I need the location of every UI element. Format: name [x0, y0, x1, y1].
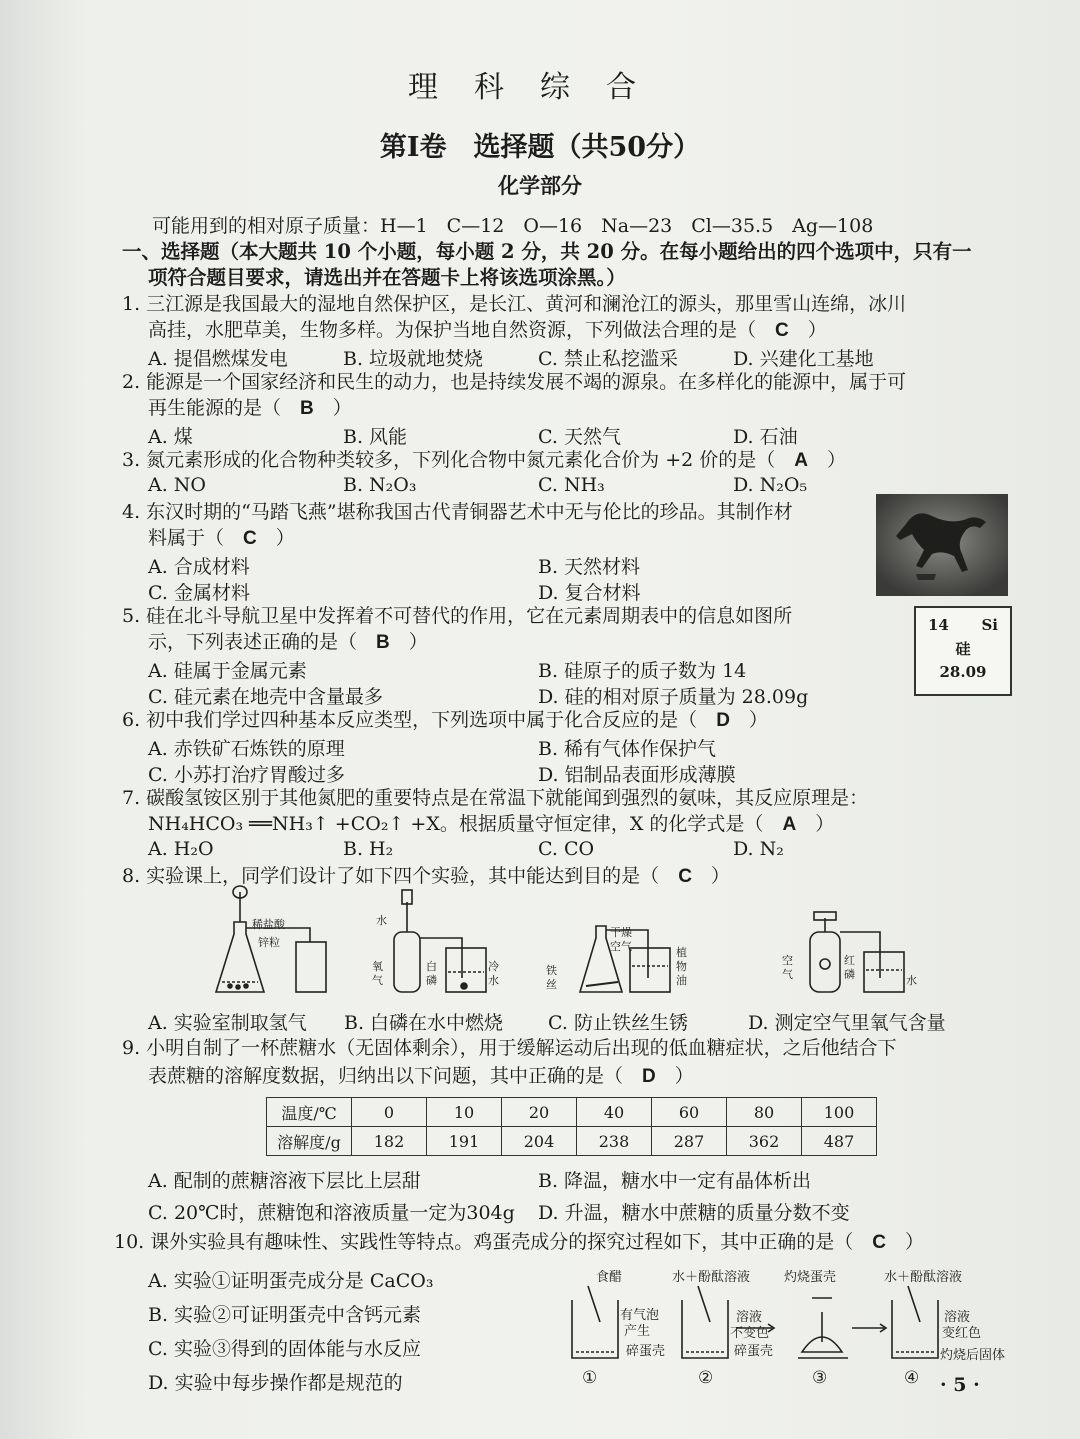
- q10-label-e1c: 碎蛋壳: [626, 1344, 666, 1359]
- q10-label-n1: ①: [582, 1368, 598, 1388]
- q2-text-1: 2. 能源是一个国家经济和民生的动力，也是持续发展不竭的源泉。在多样化的能源中，属于可: [122, 371, 907, 393]
- q6-option-a: A. 赤铁矿石炼铁的原理: [148, 738, 345, 760]
- q7-text-1: 7. 碳酸氢铵区别于其他氮肥的重要特点是在常温下就能闻到强烈的氨味，其反应原理是：: [122, 787, 869, 809]
- q5-text-2: 示，下列表述正确的是（ B ）: [148, 631, 428, 653]
- q9-option-c: C. 20℃时，蔗糖饱和溶液质量一定为304g: [148, 1202, 515, 1224]
- table-cell: 204: [502, 1127, 577, 1156]
- q3-option-b: B. N₂O₃: [343, 474, 417, 496]
- q3-answer: A: [794, 450, 809, 471]
- table-cell: 287: [652, 1127, 727, 1156]
- q10-label-t2: 水＋酚酞溶液: [672, 1270, 751, 1285]
- q5-option-b: B. 硅原子的质子数为 14: [538, 660, 747, 682]
- q2-option-d: D. 石油: [733, 426, 798, 448]
- q8-text-1: 8. 实验课上，同学们设计了如下四个实验，其中能达到目的是（ C ）: [122, 865, 730, 887]
- q7-option-b: B. H₂: [343, 838, 394, 860]
- q8-label-b6: 冷: [488, 960, 499, 973]
- q8-label-d4: 磷: [844, 968, 855, 981]
- q10-label-n4: ④: [904, 1368, 920, 1388]
- table-cell: 60: [652, 1098, 727, 1127]
- q10-option-b: B. 实验②可证明蛋壳中含钙元素: [148, 1304, 422, 1326]
- q8-label-b4: 白: [426, 960, 437, 973]
- q10-label-e1b: 产生: [624, 1324, 651, 1339]
- q3-option-d: D. N₂O₅: [733, 474, 808, 496]
- table-row: [267, 1127, 877, 1156]
- q6-text-1: 6. 初中我们学过四种基本反应类型，下列选项中属于化合反应的是（ D ）: [122, 709, 768, 731]
- q8-label-b3: 气: [372, 974, 383, 987]
- q8-label-b2: 氧: [372, 960, 383, 973]
- silicon-symbol: Si: [981, 616, 998, 634]
- q8-option-d: D. 测定空气里氧气含量: [748, 1012, 946, 1034]
- q10-label-e2b: 不变色: [730, 1326, 770, 1341]
- q3-option-a: A. NO: [148, 474, 207, 496]
- q1-option-a: A. 提倡燃煤发电: [148, 348, 288, 370]
- q8-answer: C: [678, 866, 692, 887]
- q8-option-a: A. 实验室制取氢气: [148, 1012, 307, 1034]
- q9-text-1: 9. 小明自制了一杯蔗糖水（无固体剩余），用于缓解运动后出现的低血糖症状，之后他结合下: [122, 1037, 897, 1059]
- q8-label-c1: 干燥: [610, 926, 632, 939]
- q8-label-a1: 稀盐酸: [252, 918, 285, 931]
- q4-option-d: D. 复合材料: [538, 582, 641, 604]
- silicon-mass: 28.09: [939, 663, 987, 681]
- q8-label-c6: 物: [676, 960, 687, 973]
- q8-label-c2: 空气: [610, 940, 632, 953]
- q6-answer: D: [716, 710, 730, 731]
- q5-text-1: 5. 硅在北斗导航卫星中发挥着不可替代的作用，它在元素周期表中的信息如图所: [122, 605, 793, 627]
- q9-option-d: D. 升温，糖水中蔗糖的质量分数不变: [538, 1202, 850, 1224]
- q8-apparatus-diagram: [200, 882, 1000, 1004]
- q10-text-1: 10. 课外实验具有趣味性、实践性等特点。鸡蛋壳成分的探究过程如下，其中正确的是（ C ）: [114, 1231, 925, 1253]
- q4-option-c: C. 金属材料: [148, 582, 250, 604]
- silicon-atomic-number: 14: [928, 616, 949, 634]
- q8-label-d5: 水: [906, 974, 917, 987]
- q1-option-b: B. 垃圾就地焚烧: [343, 348, 484, 370]
- silicon-element-card: [914, 606, 1012, 696]
- q10-label-e2c: 碎蛋壳: [734, 1344, 774, 1359]
- table-cell: 487: [802, 1127, 877, 1156]
- q2-text-2: 再生能源的是（ B ）: [148, 397, 352, 419]
- q8-label-b1: 水: [376, 914, 387, 927]
- q1-option-c: C. 禁止私挖滥采: [538, 348, 678, 370]
- q10-label-e4c: 灼烧后固体: [940, 1348, 1006, 1363]
- q8-label-c3: 铁: [546, 964, 557, 977]
- section-title: 化学部分: [498, 173, 582, 198]
- page-number: · 5 ·: [940, 1374, 980, 1396]
- q8-label-b5: 磷: [426, 974, 437, 987]
- q1-text-1: 1. 三江源是我国最大的湿地自然保护区，是长江、黄河和澜沧江的源头，那里雪山连绵，冰川: [122, 293, 907, 315]
- q4-answer: C: [243, 528, 257, 549]
- table-cell: 0: [352, 1098, 427, 1127]
- q5-option-c: C. 硅元素在地壳中含量最多: [148, 686, 383, 708]
- q6-option-d: D. 铝制品表面形成薄膜: [538, 764, 736, 786]
- table-header-temp: 温度/℃: [267, 1098, 352, 1127]
- q10-label-t1: 食醋: [596, 1270, 623, 1285]
- q10-label-e4a: 溶液: [944, 1310, 971, 1325]
- q2-option-a: A. 煤: [148, 426, 193, 448]
- q9-text-2: 表蔗糖的溶解度数据，归纳出以下问题，其中正确的是（ D ）: [148, 1065, 694, 1087]
- q1-answer: C: [775, 320, 789, 341]
- q2-answer: B: [300, 398, 314, 419]
- q10-label-n3: ③: [812, 1368, 828, 1388]
- bronze-horse-photo: [876, 494, 1008, 596]
- table-cell: 238: [577, 1127, 652, 1156]
- experiment-2: [682, 1286, 728, 1358]
- q5-option-d: D. 硅的相对原子质量为 28.09g: [538, 686, 809, 708]
- q2-option-c: C. 天然气: [538, 426, 621, 448]
- q8-label-c5: 植: [676, 946, 687, 959]
- q5-option-a: A. 硅属于金属元素: [148, 660, 307, 682]
- table-header-solubility: 溶解度/g: [267, 1127, 352, 1156]
- q3-text-1: 3. 氮元素形成的化合物种类较多，下列化合物中氮元素化合价为 +2 价的是（ A ）: [122, 449, 847, 471]
- q10-label-t3: 灼烧蛋壳: [784, 1270, 837, 1285]
- q9-option-b: B. 降温，糖水中一定有晶体析出: [538, 1170, 812, 1192]
- table-cell: 40: [577, 1098, 652, 1127]
- table-cell: 100: [802, 1098, 877, 1127]
- q10-label-e4b: 变红色: [942, 1326, 982, 1341]
- table-cell: 10: [427, 1098, 502, 1127]
- q8-label-d2: 气: [782, 968, 793, 981]
- q8-option-c: C. 防止铁丝生锈: [548, 1012, 688, 1034]
- table-row: [267, 1098, 877, 1127]
- q9-option-a: A. 配制的蔗糖溶液下层比上层甜: [148, 1170, 421, 1192]
- q6-option-b: B. 稀有气体作保护气: [538, 738, 717, 760]
- q1-text-2: 高挂，水肥草美，生物多样。为保护当地自然资源，下列做法合理的是（ C ）: [148, 319, 827, 341]
- apparatus-d: [810, 912, 904, 992]
- table-cell: 191: [427, 1127, 502, 1156]
- q7-text-2: NH₄HCO₃ ══NH₃↑ +CO₂↑ +X。根据质量守恒定律，X 的化学式是（ A ）: [148, 813, 835, 835]
- q7-option-d: D. N₂: [733, 838, 784, 860]
- solubility-table: [266, 1097, 877, 1156]
- q8-label-c7: 油: [676, 974, 687, 987]
- q8-label-c4: 丝: [546, 978, 557, 991]
- q9-answer: D: [642, 1066, 656, 1087]
- table-cell: 20: [502, 1098, 577, 1127]
- q7-option-a: A. H₂O: [148, 838, 214, 860]
- q10-option-d: D. 实验中每步操作都是规范的: [148, 1372, 403, 1394]
- q4-text-2: 料属于（ C ）: [148, 527, 295, 549]
- apparatus-b: [394, 890, 486, 992]
- page-title: 理科综合: [408, 70, 672, 105]
- q10-option-a: A. 实验①证明蛋壳成分是 CaCO₃: [148, 1270, 434, 1292]
- q8-label-d3: 红: [844, 954, 855, 967]
- experiment-3: [798, 1298, 848, 1358]
- q8-label-a2: 锌粒: [258, 936, 280, 949]
- q10-label-e2a: 溶液: [736, 1310, 763, 1325]
- table-cell: 362: [727, 1127, 802, 1156]
- experiment-1: [572, 1286, 618, 1358]
- instructions-line-1: 一、选择题（本大题共 10 个小题，每小题 2 分，共 20 分。在每小题给出的四个选项中，只有一: [122, 240, 972, 263]
- instructions-line-2: 项符合题目要求，请选出并在答题卡上将该选项涂黑。）: [148, 266, 626, 289]
- q10-answer: C: [872, 1232, 887, 1253]
- q4-text-1: 4. 东汉时期的“马踏飞燕”堪称我国古代青铜器艺术中无与伦比的珍品。其制作材: [122, 501, 793, 523]
- q1-option-d: D. 兴建化工基地: [733, 348, 874, 370]
- q5-answer: B: [376, 632, 390, 653]
- q10-label-n2: ②: [698, 1368, 714, 1388]
- volume-title: 第Ⅰ卷 选择题（共50分）: [379, 132, 701, 163]
- q6-option-c: C. 小苏打治疗胃酸过多: [148, 764, 345, 786]
- q10-option-c: C. 实验③得到的固体能与水反应: [148, 1338, 421, 1360]
- q8-option-b: B. 白磷在水中燃烧: [344, 1012, 504, 1034]
- q4-option-a: A. 合成材料: [148, 556, 250, 578]
- q2-option-b: B. 风能: [343, 426, 408, 448]
- q7-answer: A: [782, 814, 797, 835]
- q3-option-c: C. NH₃: [538, 474, 605, 496]
- q10-label-e1a: 有气泡: [620, 1308, 660, 1323]
- q8-label-d1: 空: [782, 954, 793, 967]
- experiment-4: [892, 1286, 938, 1358]
- table-cell: 80: [727, 1098, 802, 1127]
- q4-option-b: B. 天然材料: [538, 556, 641, 578]
- q7-option-c: C. CO: [538, 838, 595, 860]
- atomic-masses: 可能用到的相对原子质量：H—1 C—12 O—16 Na—23 Cl—35.5 Ag—108: [152, 215, 874, 237]
- q10-label-t4: 水＋酚酞溶液: [884, 1270, 963, 1285]
- q8-label-b7: 水: [488, 974, 499, 987]
- table-cell: 182: [352, 1127, 427, 1156]
- silicon-name: 硅: [955, 640, 971, 658]
